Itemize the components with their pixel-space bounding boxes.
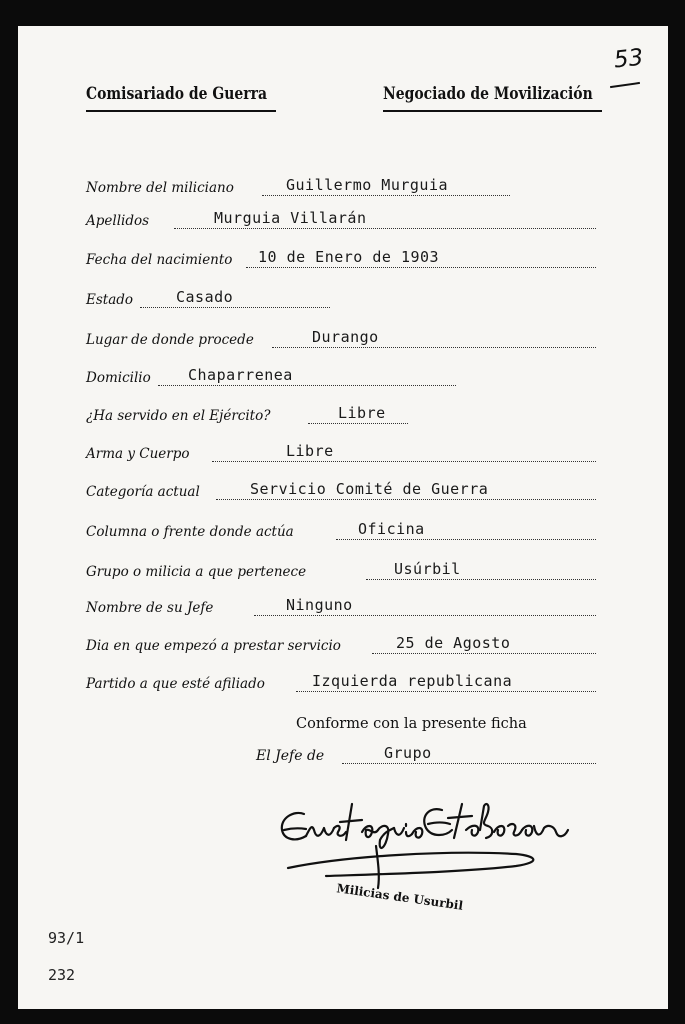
field-value: Libre — [338, 404, 386, 422]
field-label: Categoría actual — [86, 484, 200, 500]
field-dotted-line — [140, 307, 330, 308]
pencil-note-2: 232 — [48, 966, 76, 984]
field-label: Fecha del nacimiento — [86, 252, 233, 268]
field-value: Casado — [176, 288, 234, 306]
field-value: Oficina — [358, 520, 425, 538]
field-value: Murguia Villarán — [214, 209, 367, 227]
jefe-row — [256, 744, 596, 766]
field-value: Chaparrenea — [188, 366, 293, 384]
field-label: Domicilio — [86, 370, 151, 386]
header-left-underline — [86, 110, 276, 112]
field-value: 25 de Agosto — [396, 634, 511, 652]
field-dotted-line — [272, 347, 596, 348]
field-dotted-line — [366, 579, 596, 580]
field-dotted-line — [158, 385, 456, 386]
field-label: Columna o frente donde actúa — [86, 524, 294, 540]
signature — [266, 784, 596, 894]
field-dotted-line — [296, 691, 596, 692]
field-label: Estado — [86, 292, 134, 308]
field-value: Libre — [286, 442, 334, 460]
field-dotted-line — [216, 499, 596, 500]
field-value: Servicio Comité de Guerra — [250, 480, 489, 498]
jefe-label: El Jefe de — [256, 748, 325, 764]
folio-number: 53 — [612, 44, 645, 74]
field-value: Izquierda republicana — [312, 672, 513, 690]
field-label: ¿Ha servido en el Ejército? — [86, 408, 271, 424]
field-dotted-line — [246, 267, 596, 268]
field-label: Nombre del miliciano — [86, 180, 234, 196]
field-value: Ninguno — [286, 596, 353, 614]
field-label: Lugar de donde procede — [86, 332, 254, 348]
field-dotted-line — [308, 423, 408, 424]
header-right-title: Negociado de Movilización — [383, 84, 593, 104]
conforme-text: Conforme con la presente ficha — [296, 716, 527, 732]
signature-drawing — [266, 784, 596, 894]
field-dotted-line — [212, 461, 596, 462]
militia-record-card — [18, 26, 668, 1009]
field-label: Partido a que esté afiliado — [86, 676, 265, 692]
field-value: Guillermo Murguia — [286, 176, 449, 194]
header-left-title: Comisariado de Guerra — [86, 84, 267, 104]
field-value: Durango — [312, 328, 379, 346]
field-label: Arma y Cuerpo — [86, 446, 190, 462]
jefe-dotted-line — [342, 763, 596, 764]
field-dotted-line — [174, 228, 596, 229]
field-label: Grupo o milicia a que pertenece — [86, 564, 307, 580]
pencil-note-1: 93/1 — [48, 929, 85, 947]
folio-underline — [610, 82, 640, 88]
field-label: Dia en que empezó a prestar servicio — [86, 638, 341, 654]
field-dotted-line — [336, 539, 596, 540]
field-dotted-line — [254, 615, 596, 616]
field-value: 10 de Enero de 1903 — [258, 248, 440, 266]
header-right-underline — [383, 110, 602, 112]
militia-stamp: Milicias de Usurbil — [335, 881, 464, 913]
field-label: Apellidos — [86, 213, 150, 229]
field-value: Usúrbil — [394, 560, 461, 578]
jefe-value: Grupo — [384, 744, 432, 762]
field-label: Nombre de su Jefe — [86, 600, 214, 616]
field-dotted-line — [262, 195, 510, 196]
field-dotted-line — [372, 653, 596, 654]
